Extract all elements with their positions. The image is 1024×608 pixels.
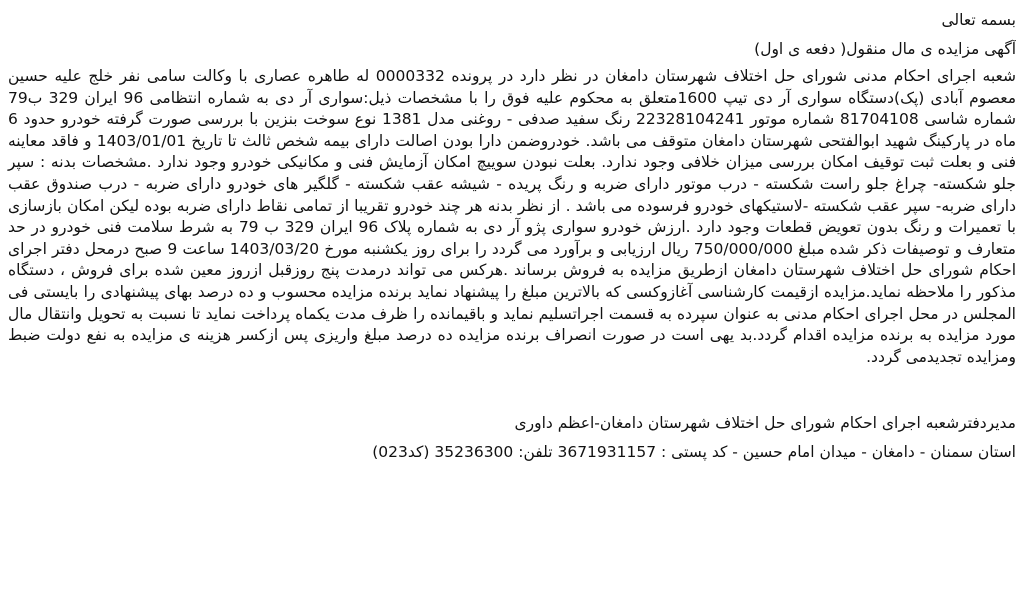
notice-body: شعبه اجرای احکام مدنی شورای حل اختلاف شهرستان دامغان در نظر دارد در پرونده 0000332 له طاهره عصاری با وکالت سامی نفر خلج علیه حسین معصوم آبادی (پک)دستگاه سواری آر دی تیپ 1600متعلق به محکوم علیه فوق را با مشخصات ذیل:سواری آر دی به شماره انتظامی 96 ایران 329 ب79 شماره شاسی 81704108 شماره موتور 22328104241 رنگ سفید صدفی - روغنی مدل 1381 نوع سوخت بنزین با بررسی صورت گرفته خودرو حدود 6 ماه در پارکینگ شهید ابوالفتحی شهرستان دامغان متوقف می باشد. خودروضمن دارا بودن اصالت دارای بیمه شخص ثالث تا تاریخ 1403/01/01 و فاقد معاینه فنی و بعلت ثبت توقیف امکان بررسی میزان خلافی وجود ندارد. بعلت نبودن سوییچ امکان آزمایش فنی و مکانیکی خودرو وجود ندارد .مشخصات بدنه : سپر جلو شکسته- چراغ جلو راست شکسته - درب موتور دارای ضربه و رنگ پریده - شیشه عقب شکسته - گلگیر های خودرو دارای ضربه - درب صندوق عقب دارای ضربه- سپر عقب شکسته -لاستیکهای خودرو فرسوده می باشد . از نظر بدنه هر چند خودرو تقریبا از تمامی نقاط دارای ضربه بوده لیکن امکان بازسازی با تعمیرات و رنگ بدون تعویض قطعات وجود دارد .ارزش خودرو سواری پژو آر دی به شماره پلاک 96 ایران 329 ب 79 به شرط سلامت فنی خودرو در حد متعارف و توصیفات ذکر شده مبلغ 750/000/000 ریال ارزیابی و برآورد می گردد را برای روز یکشنبه مورخ 1403/03/20 ساعت 9 صبح درمحل دفتر اجرای احکام شورای حل اختلاف شهرستان دامغان ازطریق مزایده به فروش برساند .هرکس می تواند درمدت پنج روزقبل ازروز معین شده برای فروش ، دستگاه مذکور را ملاحظه نماید.مزایده ازقیمت کارشناسی آغازوکسی که بالاترین مبلغ را پیشنهاد نماید برنده مزایده محسوب و ده درصد بهای پیشنهادی را بایستی فی المجلس در محل اجرای احکام مدنی به عنوان سپرده به قسمت اجراتسلیم نماید و باقیمانده را ظرف مدت یکماه پرداخت نماید تا نسبت به تحویل وانتقال مال مورد مزایده به برنده مزایده اقدام گردد.بد یهی است در صورت انصراف برنده مزایده ده درصد مبلغ واریزی پس ازکسر هزینه ی مزایده به نفع دولت ضبط ومزایده تجدیدمی گردد. [8,67,1017,366]
signature-line: مدیردفترشعبه اجرای احکام شورای حل اختلاف شهرستان دامغان-اعظم داوری [514,414,1016,433]
spacer [8,368,1016,410]
notice-title: آگهی مزایده ی مال منقول( دفعه ی اول) [754,40,1016,58]
address-line: استان سمنان - دامغان - میدان امام حسین - کد پستی : 3671931157 تلفن: 35236300 (کد023) [372,443,1016,462]
salutation: بسمه تعالی [941,11,1016,29]
